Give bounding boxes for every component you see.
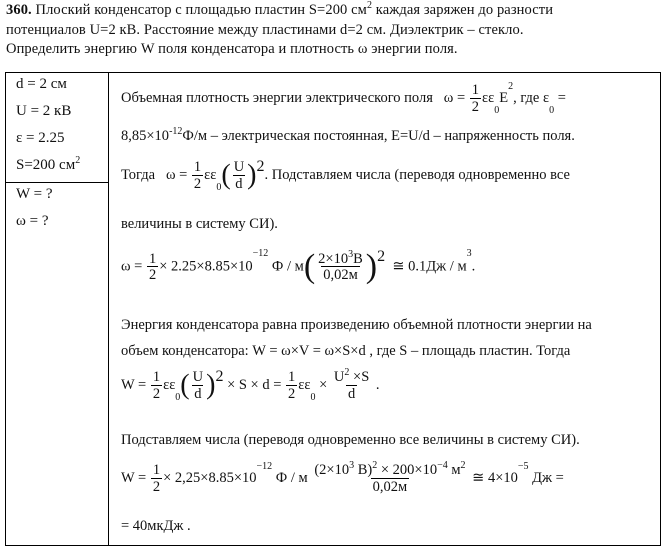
solution-line-5: Энергия конденсатора равна произведению объемной плотности энергии на	[121, 317, 592, 333]
formula-W-numeric: W = $\frac{1}{2}$ × $2,25\times 8.85\times 10^{-12}$ Ф / м $\frac{(2\times 10^3 В)^2 \times 200\times 10^{-4} м^2}{0,02м}$ ≅ $4\times 10^{-5}$ Дж =	[121, 460, 564, 495]
given-epsilon: ε = 2.25	[16, 130, 65, 146]
formula-omega-numeric: ω = $\frac{1}{2}$ × $2.25\times 8.85\times 10^{-12}$ Ф / м( $\frac{2\times 10^3В}{0,02м}$ )2 ≅ $0.1Дж / м^3$.	[121, 248, 476, 285]
table-left-border	[5, 72, 6, 546]
fraction-one-half: $\frac{1}{2}$	[471, 82, 480, 115]
problem-line-3: Определить энергию W поля конденсатора и плотность ω энергии поля.	[6, 41, 458, 57]
solution-line-1: Объемная плотность энергии электрического поля ω = $\frac{1}{2}$ $\varepsilon\varepsilon 0E^2$, где ε0 =	[121, 81, 566, 116]
formula-W-symbolic: W = $\frac{1}{2}$ εε0( $\frac{U}{d}$ )2 × S × d = $\frac{1}{2}$ εε0 × $\frac{U^2 \times S}{d}$ .	[121, 367, 380, 403]
find-W: W = ?	[16, 186, 53, 202]
given-d: d = 2 см	[16, 76, 67, 92]
table-right-border	[660, 72, 661, 546]
solution-line-4: величины в систему СИ).	[121, 216, 278, 232]
solution-final-result: = 40мкДж .	[121, 518, 191, 534]
given-U: U = 2 кВ	[16, 103, 72, 119]
find-omega: ω = ?	[16, 213, 49, 229]
given-divider	[5, 182, 109, 183]
problem-line-1: 360. Плоский конденсатор с площадью пластин S=200 $см^2$ каждая заряжен до разности	[6, 0, 554, 18]
given-S: S=200 $см^2$	[16, 155, 81, 173]
solution-line-6: объем конденсатора: W = ω×V = ω×S×d , где S – площадь пластин. Тогда	[121, 343, 571, 359]
solution-line-2: $8,85\times 10^{-12}Ф/м$ – электрическая постоянная, E=U/d – напряженность поля.	[121, 126, 575, 144]
problem-line-2: потенциалов U=2 кВ. Расстояние между пластинами d=2 см. Диэлектрик – стекло.	[6, 22, 524, 38]
problem-number: 360.	[6, 2, 32, 18]
table-top-border	[5, 72, 661, 73]
table-bottom-border	[5, 545, 661, 546]
table-column-divider	[108, 72, 109, 546]
solution-line-3: Тогда ω = $\frac{1}{2}$ εε0( $\frac{U}{d}$ )2. Подставляем числа (переводя одновременно все	[121, 158, 570, 193]
solution-line-7: Подставляем числа (переводя одновременно все величины в систему СИ).	[121, 432, 580, 448]
